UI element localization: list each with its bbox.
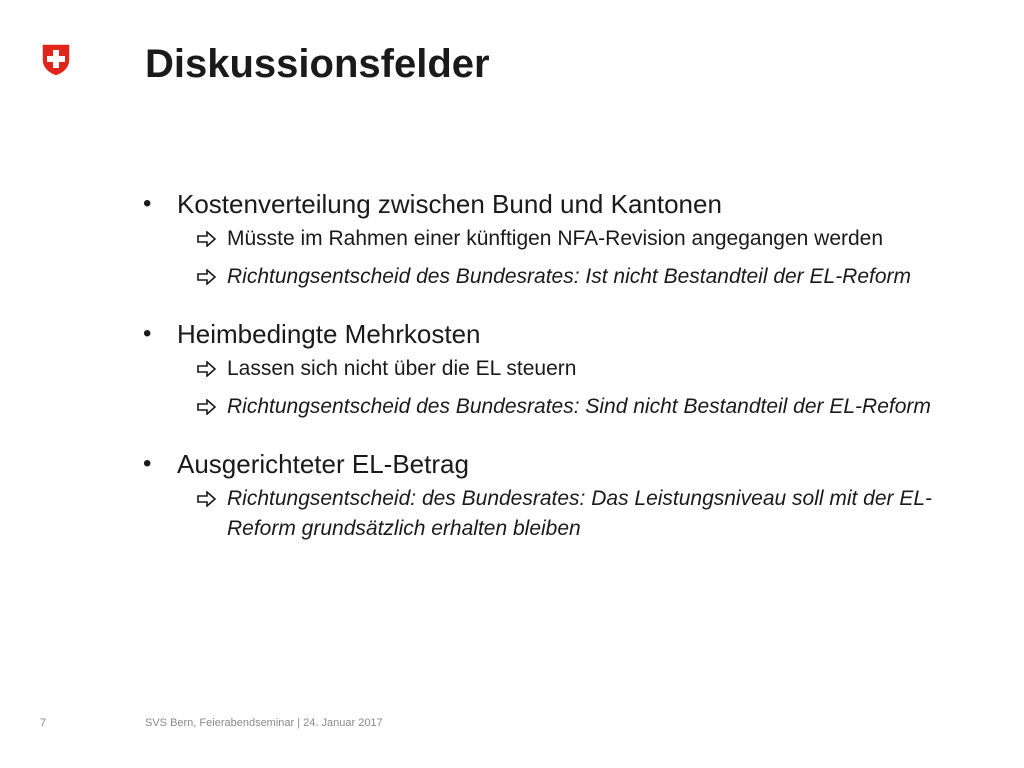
sub-item-text: Lassen sich nicht über die EL steuern	[227, 357, 577, 380]
bullet-heading: Ausgerichteter EL-Betrag	[177, 449, 469, 479]
sub-item	[197, 354, 975, 384]
bullet-dot: •	[143, 320, 152, 347]
bullet-item	[145, 318, 975, 350]
bullet-dot: •	[143, 190, 152, 217]
sub-item	[197, 262, 975, 292]
bullet-dot: •	[143, 450, 152, 477]
hollow-arrow-icon	[197, 491, 217, 507]
hollow-arrow-icon	[197, 361, 217, 377]
section-cost-distribution	[145, 188, 975, 292]
slide-content	[145, 188, 975, 570]
sub-item	[197, 392, 975, 422]
swiss-cross-shield-icon	[40, 42, 72, 78]
hollow-arrow-icon	[197, 399, 217, 415]
page-title: Diskussionsfelder	[145, 42, 490, 86]
sub-item-text: Richtungsentscheid: des Bundesrates: Das Leistungsniveau soll mit der EL-Reform grundsätzlich erhalten bleiben	[227, 487, 933, 540]
page-number: 7	[40, 717, 47, 729]
bullet-item	[145, 188, 975, 220]
section-el-amount	[145, 448, 975, 544]
sub-item-text: Richtungsentscheid des Bundesrates: Sind nicht Bestandteil der EL-Reform	[227, 395, 931, 418]
bullet-heading: Kostenverteilung zwischen Bund und Kantonen	[177, 189, 722, 219]
hollow-arrow-icon	[197, 231, 217, 247]
section-home-costs	[145, 318, 975, 422]
sub-item-text: Müsste im Rahmen einer künftigen NFA-Revision angegangen werden	[227, 227, 884, 250]
sub-item	[197, 224, 975, 254]
footer-text: SVS Bern, Feierabendseminar | 24. Januar 2017	[145, 717, 383, 729]
hollow-arrow-icon	[197, 269, 217, 285]
sub-item	[197, 484, 975, 544]
bullet-item	[145, 448, 975, 480]
sub-item-text: Richtungsentscheid des Bundesrates: Ist nicht Bestandteil der EL-Reform	[227, 265, 912, 288]
bullet-heading: Heimbedingte Mehrkosten	[177, 319, 481, 349]
